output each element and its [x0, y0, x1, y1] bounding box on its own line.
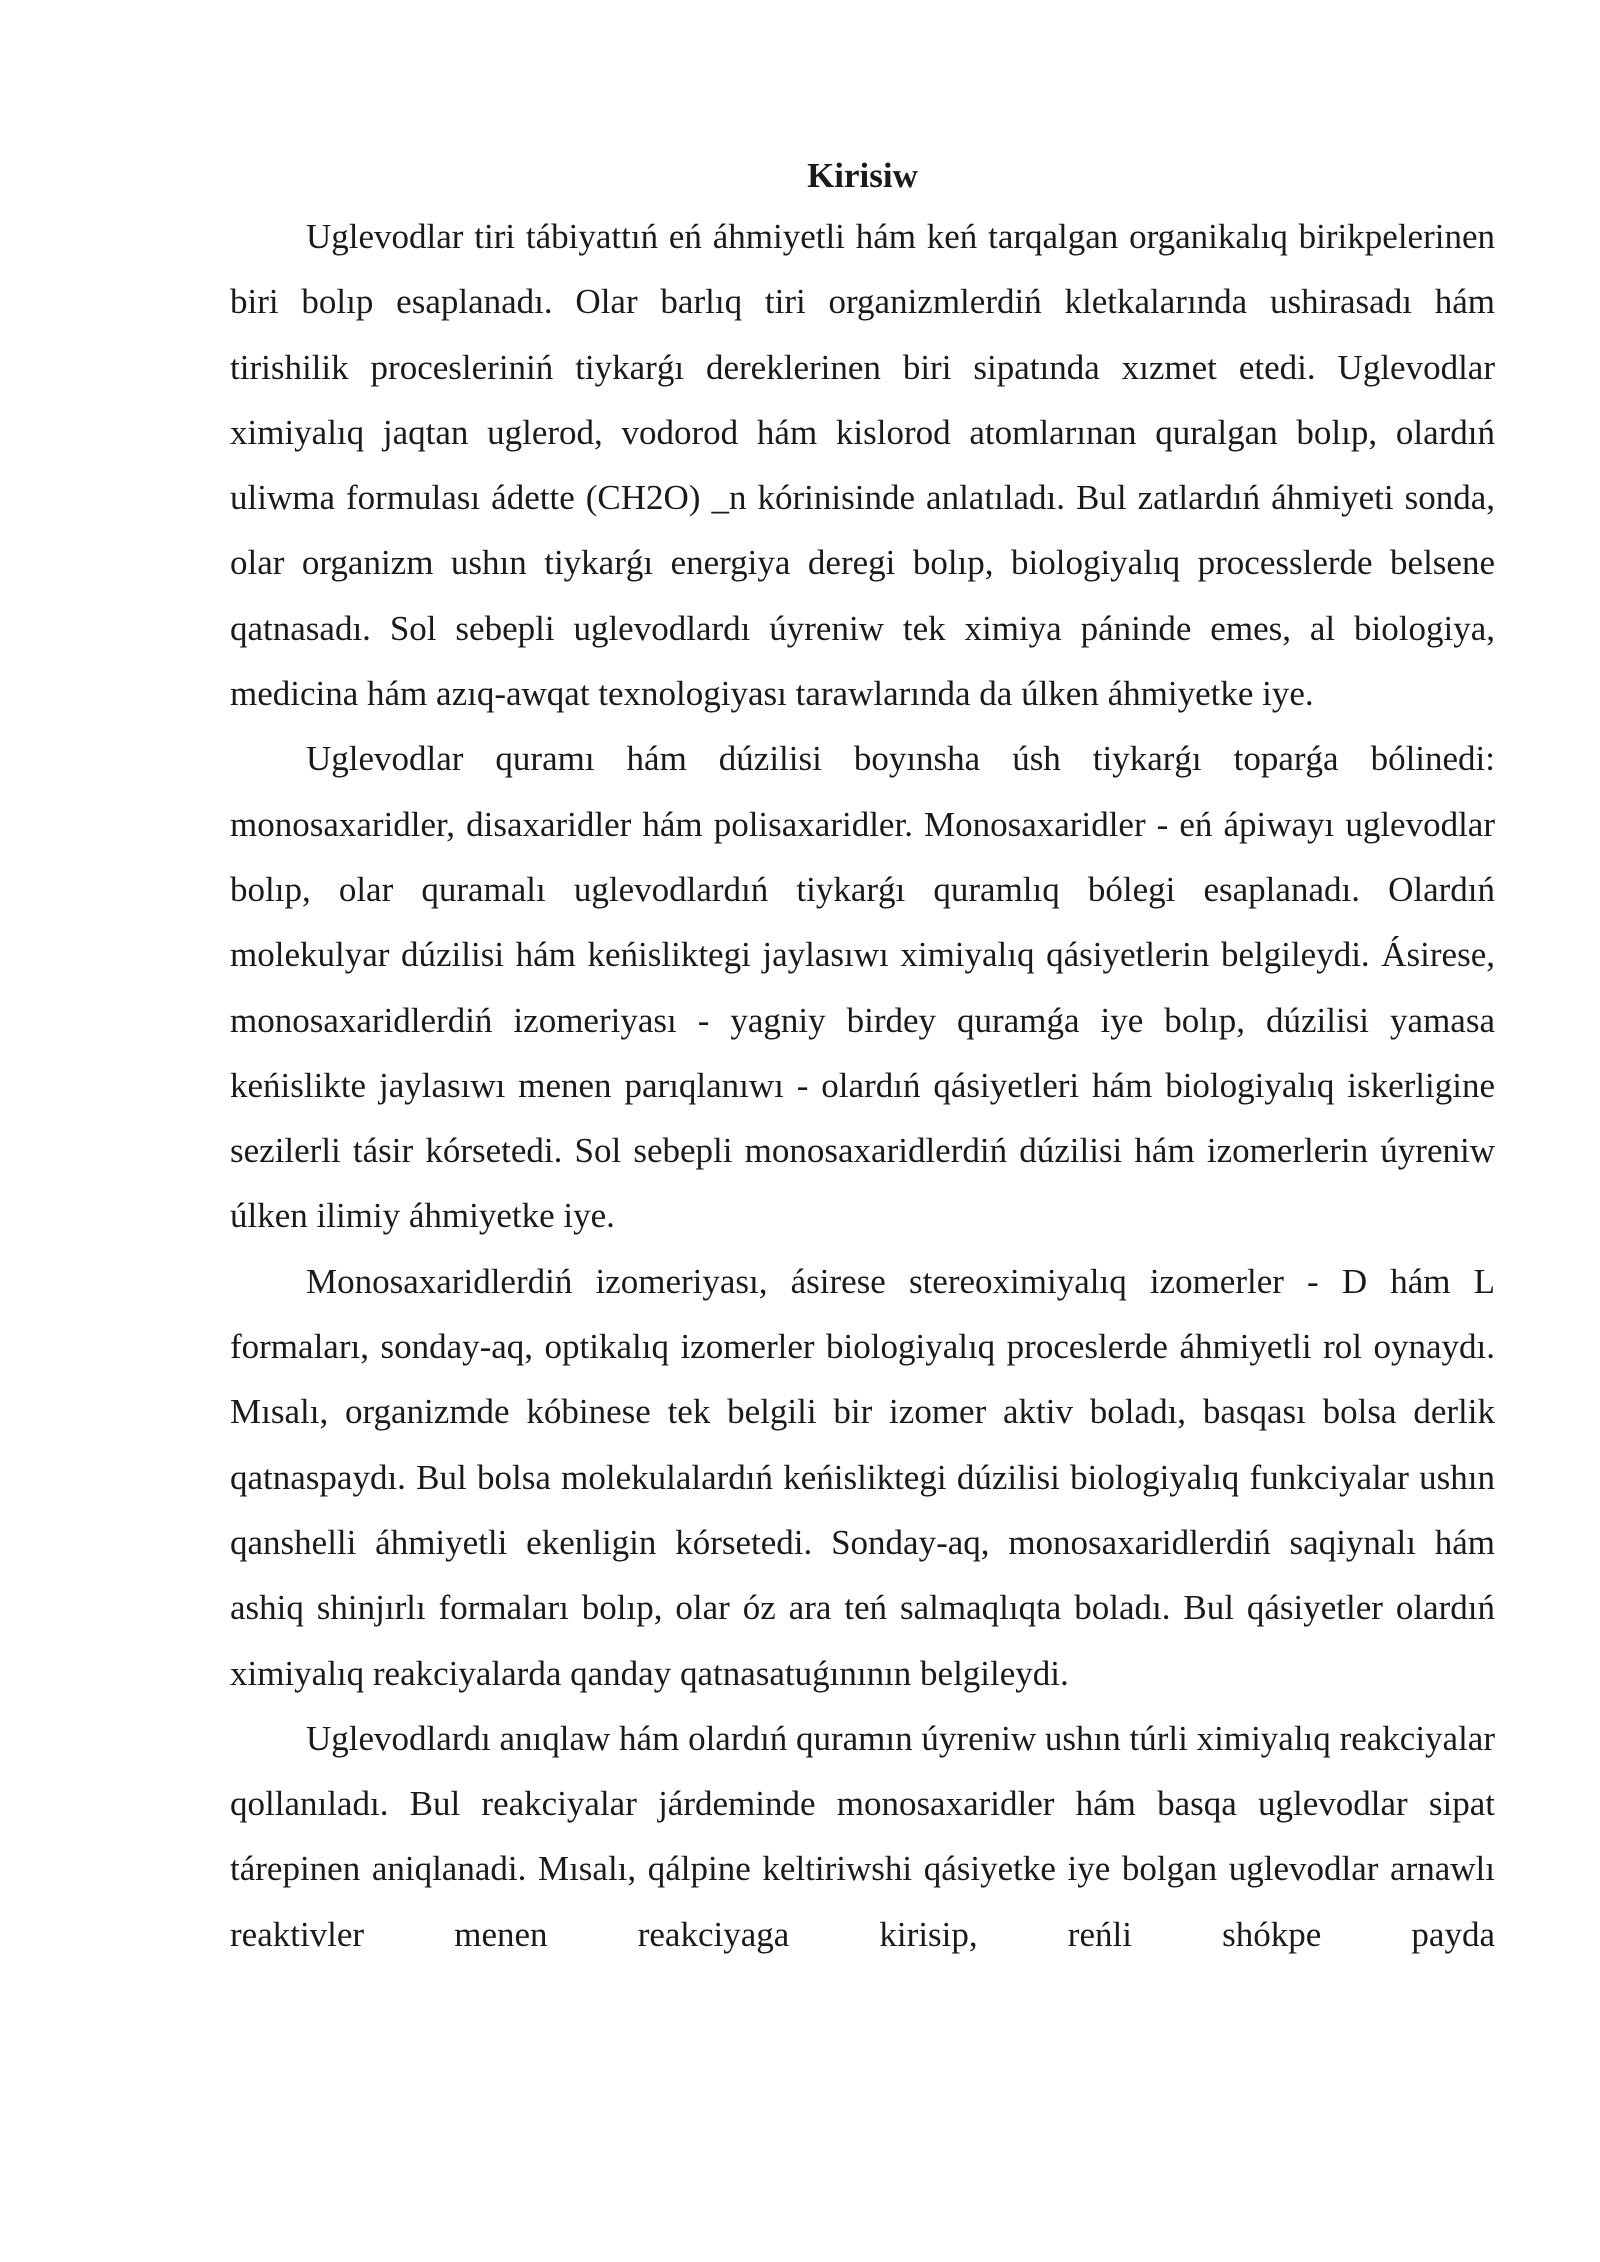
paragraph-3: Monosaxaridlerdiń izomeriyası, ásirese stereoximiyalıq izomerler - D hám L formaları, sonday-aq, optikalıq izomerler biologiyalıq proceslerde áhmiyetli rol oynaydı. Mısalı, organizmde kóbinese tek belgili bir izomer aktiv boladı, basqası bolsa derlik qatnaspaydı. Bul bolsa molekulalardıń keńisliktegi dúzilisi biologiyalıq funkciyalar ushın qanshelli áhmiyetli ekenligin kórsetedi. Sonday-aq, monosaxaridlerdiń saqiynalı hám ashiq shinjırlı formaları bolıp, olar óz ara teń salmaqlıqta boladı. Bul qásiyetler olardıń ximiyalıq reakciyalarda qanday qatnasatuǵınının belgileydi. [230, 1261, 1495, 1693]
document-body [230, 150, 1495, 1967]
paragraph-2: Uglevodlar quramı hám dúzilisi boyınsha úsh tiykarǵı toparǵa bólinedi: monosaxaridler, disaxaridler hám polisaxaridler. Monosaxaridler - eń ápiwayı uglevodlar bolıp, olar quramalı uglevodlardıń tiykarǵı quramlıq bólegi esaplanadı. Olardıń molekulyar dúzilisi hám keńisliktegi jaylasıwı ximiyalıq qásiyetlerin belgileydi. Ásirese, monosaxaridlerdiń izomeriyası - yagniy birdey quramǵa iye bolıp, dúzilisi yamasa keńislikte jaylasıwı menen parıqlanıwı - olardıń qásiyetleri hám biologiyalıq iskerligine sezilerli tásir kórsetedi. Sol sebepli monosaxaridlerdiń dúzilisi hám izomerlerin úyreniw úlken ilimiy áhmiyetke iye. [230, 739, 1495, 1236]
paragraph-4: Uglevodlardı anıqlaw hám olardıń quramın úyreniw ushın túrli ximiyalıq reakciyalar qollanıladı. Bul reakciyalar járdeminde monosaxaridler hám basqa uglevodlar sipat tárepinen aniqlanadi. Mısalı, qálpine keltiriwshi qásiyetke iye bolgan uglevodlar arnawlı reaktivler menen reakciyaga kirisip, reńli shókpe payda [230, 1718, 1495, 1954]
paragraph-1: Uglevodlar tiri tábiyattıń eń áhmiyetli hám keń tarqalgan organikalıq birikpelerinen biri bolıp esaplanadı. Olar barlıq tiri organizmlerdiń kletkalarında ushirasadı hám tirishilik procesleriniń tiykarǵı dereklerinen biri sipatında xızmet etedi. Uglevodlar ximiyalıq jaqtan uglerod, vodorod hám kislorod atomlarınan quralgan bolıp, olardıń uliwma formulası ádette (CH2O) _n kórinisinde anlatıladı. Bul zatlardıń áhmiyeti sonda, olar organizm ushın tiykarǵı energiya deregi bolıp, biologiyalıq processlerde belsene qatnasadı. Sol sebepli uglevodlardı úyreniw tek ximiya páninde emes, al biologiya, medicina hám azıq-awqat texnologiyası tarawlarında da úlken áhmiyetke iye. [230, 217, 1495, 714]
document-title: Kirisiw [807, 156, 918, 195]
